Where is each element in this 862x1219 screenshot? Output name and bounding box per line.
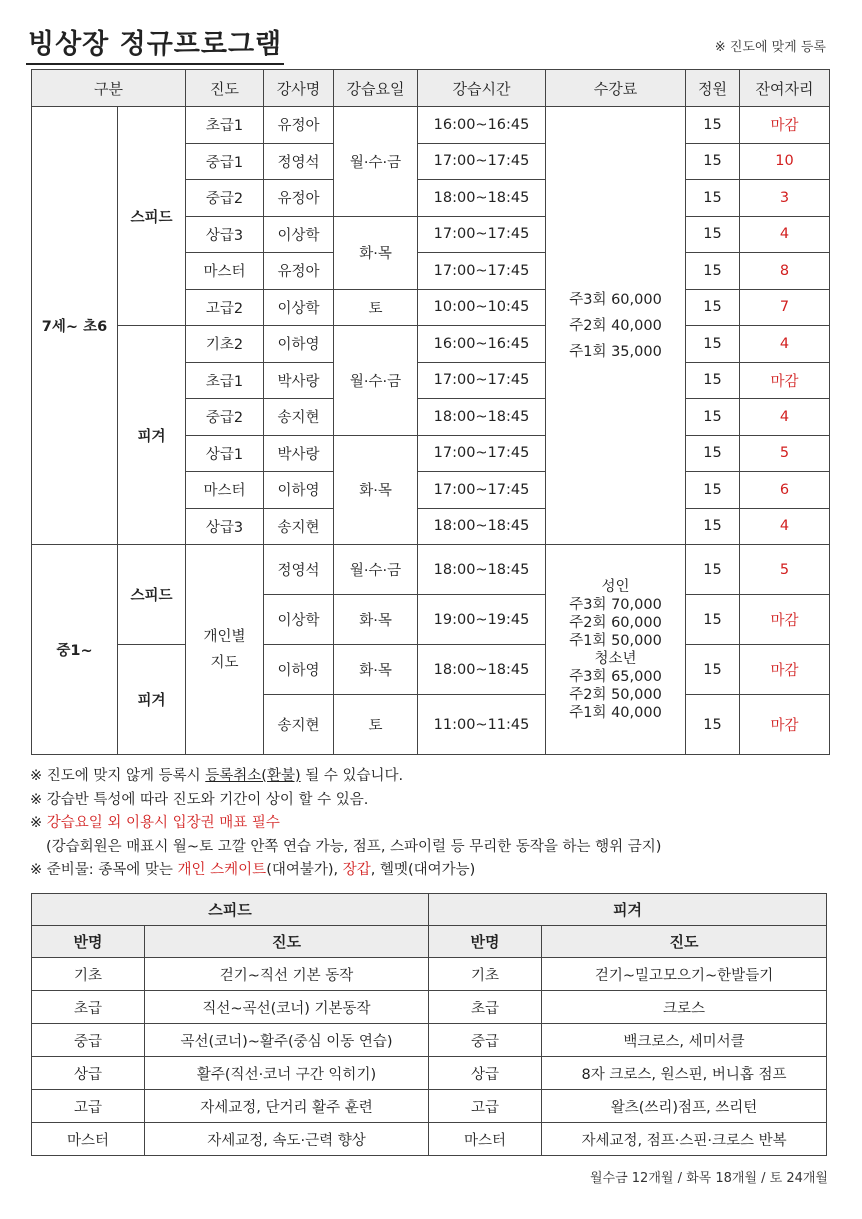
capacity: 15 bbox=[686, 472, 740, 509]
capacity: 15 bbox=[686, 253, 740, 290]
teacher: 이하영 bbox=[264, 645, 334, 695]
table-row bbox=[32, 645, 830, 695]
duration-footer: 월수금 12개월 / 화목 18개월 / 토 24개월 bbox=[589, 1171, 828, 1186]
teacher: 송지현 bbox=[264, 399, 334, 436]
header-category: 구분 bbox=[32, 70, 186, 107]
speed-progress: 직선~곡선(코너) 기본동작 bbox=[145, 991, 429, 1024]
capacity: 15 bbox=[686, 362, 740, 399]
kids-fee bbox=[546, 107, 686, 545]
fee-line: 성인 bbox=[601, 578, 630, 595]
figure-progress: 왈츠(쓰리)점프, 쓰리턴 bbox=[542, 1090, 827, 1123]
table-row bbox=[32, 958, 827, 991]
table-row bbox=[32, 1057, 827, 1090]
level: 고급2 bbox=[186, 289, 264, 326]
sport-speed: 스피드 bbox=[118, 545, 186, 645]
notes bbox=[30, 765, 840, 883]
note-text: ※ 준비물: 종목에 맞는 bbox=[30, 862, 178, 878]
fee-line: 주2회 50,000 bbox=[569, 686, 662, 703]
levels-class-header: 반명 bbox=[32, 926, 145, 958]
speed-progress: 걷기~직선 기본 동작 bbox=[145, 958, 429, 991]
time: 17:00~17:45 bbox=[418, 253, 546, 290]
remaining: 8 bbox=[740, 253, 830, 290]
class-name: 상급 bbox=[32, 1057, 145, 1090]
note-supplies bbox=[30, 859, 840, 883]
class-name: 중급 bbox=[32, 1024, 145, 1057]
day: 화·목 bbox=[334, 216, 418, 289]
note-red: 강습요일 외 이용시 입장권 매표 필수 bbox=[46, 815, 280, 831]
page-title: 빙상장 정규프로그램 bbox=[26, 22, 284, 65]
sport-figure: 피겨 bbox=[118, 645, 186, 755]
fee-line: 주3회 60,000 bbox=[569, 291, 662, 308]
register-note: ※ 진도에 맞게 등록 bbox=[714, 40, 826, 55]
levels-class-header: 반명 bbox=[429, 926, 542, 958]
fee-line: 주2회 60,000 bbox=[569, 614, 662, 631]
time: 10:00~10:45 bbox=[418, 289, 546, 326]
day: 토 bbox=[334, 289, 418, 326]
header-fee: 수강료 bbox=[546, 70, 686, 107]
note-red: 개인 스케이트 bbox=[177, 862, 267, 878]
header-day: 강습요일 bbox=[334, 70, 418, 107]
class-name: 기초 bbox=[32, 958, 145, 991]
teacher: 송지현 bbox=[264, 508, 334, 545]
teacher: 유정아 bbox=[264, 253, 334, 290]
day: 월·수·금 bbox=[334, 545, 418, 595]
remaining: 5 bbox=[740, 435, 830, 472]
private-line: 지도 bbox=[210, 654, 239, 671]
remaining: 3 bbox=[740, 180, 830, 217]
levels-level-header: 진도 bbox=[542, 926, 827, 958]
fee-line: 주1회 40,000 bbox=[569, 704, 662, 721]
note-text: ※ bbox=[30, 815, 47, 831]
teacher: 이상학 bbox=[264, 595, 334, 645]
teacher: 유정아 bbox=[264, 107, 334, 144]
note-underline: 등록취소(환불) bbox=[205, 768, 301, 784]
note-ticket bbox=[30, 812, 840, 836]
level: 상급1 bbox=[186, 435, 264, 472]
note-text: 될 수 있습니다. bbox=[300, 768, 404, 784]
capacity: 15 bbox=[686, 645, 740, 695]
figure-progress: 8자 크로스, 원스핀, 버니홉 점프 bbox=[542, 1057, 827, 1090]
day: 화·목 bbox=[334, 645, 418, 695]
note-red: 장갑 bbox=[342, 862, 371, 878]
level: 기초2 bbox=[186, 326, 264, 363]
class-name: 기초 bbox=[429, 958, 542, 991]
class-name: 고급 bbox=[32, 1090, 145, 1123]
remaining: 4 bbox=[740, 326, 830, 363]
figure-progress: 자세교정, 점프·스핀·크로스 반복 bbox=[542, 1123, 827, 1156]
remaining: 6 bbox=[740, 472, 830, 509]
remaining: 마감 bbox=[740, 695, 830, 755]
note-text: (대여불가), bbox=[266, 862, 343, 878]
note-period: ※ 강습반 특성에 따라 진도와 기간이 상이 할 수 있음. bbox=[30, 791, 369, 808]
levels-header-row bbox=[32, 926, 827, 958]
header-level: 진도 bbox=[186, 70, 264, 107]
level: 마스터 bbox=[186, 472, 264, 509]
class-name: 마스터 bbox=[32, 1123, 145, 1156]
fee-line: 주2회 40,000 bbox=[569, 317, 662, 334]
header-teacher: 강사명 bbox=[264, 70, 334, 107]
remaining: 마감 bbox=[740, 595, 830, 645]
time: 18:00~18:45 bbox=[418, 645, 546, 695]
day: 월·수·금 bbox=[334, 326, 418, 436]
time: 19:00~19:45 bbox=[418, 595, 546, 645]
speed-progress: 자세교정, 속도·근력 향상 bbox=[145, 1123, 429, 1156]
time: 18:00~18:45 bbox=[418, 508, 546, 545]
private-label bbox=[186, 545, 264, 755]
time: 18:00~18:45 bbox=[418, 545, 546, 595]
level: 마스터 bbox=[186, 253, 264, 290]
group-kids: 7세~ 초6 bbox=[32, 107, 118, 545]
remaining: 마감 bbox=[740, 645, 830, 695]
time: 11:00~11:45 bbox=[418, 695, 546, 755]
capacity: 15 bbox=[686, 180, 740, 217]
sport-speed: 스피드 bbox=[118, 107, 186, 326]
table-row bbox=[32, 1024, 827, 1057]
class-name: 초급 bbox=[32, 991, 145, 1024]
levels-sport-row bbox=[32, 894, 827, 926]
schedule-table bbox=[31, 69, 830, 755]
fee-line: 청소년 bbox=[594, 650, 637, 667]
level: 상급3 bbox=[186, 508, 264, 545]
capacity: 15 bbox=[686, 216, 740, 253]
time: 17:00~17:45 bbox=[418, 435, 546, 472]
speed-progress: 활주(직선·코너 구간 익히기) bbox=[145, 1057, 429, 1090]
level: 초급1 bbox=[186, 107, 264, 144]
table-row bbox=[32, 326, 830, 363]
note-text: ※ 진도에 맞지 않게 등록시 bbox=[30, 768, 206, 784]
fee-line: 주1회 35,000 bbox=[569, 343, 662, 360]
capacity: 15 bbox=[686, 435, 740, 472]
teen-fee bbox=[546, 545, 686, 755]
levels-level-header: 진도 bbox=[145, 926, 429, 958]
day: 토 bbox=[334, 695, 418, 755]
header-remaining: 잔여자리 bbox=[740, 70, 830, 107]
capacity: 15 bbox=[686, 545, 740, 595]
remaining: 4 bbox=[740, 399, 830, 436]
speed-progress: 곡선(코너)~활주(중심 이동 연습) bbox=[145, 1024, 429, 1057]
teacher: 유정아 bbox=[264, 180, 334, 217]
teacher: 이상학 bbox=[264, 289, 334, 326]
time: 16:00~16:45 bbox=[418, 326, 546, 363]
level: 상급3 bbox=[186, 216, 264, 253]
figure-progress: 걷기~밀고모으기~한발들기 bbox=[542, 958, 827, 991]
table-row bbox=[32, 545, 830, 595]
teacher: 박사랑 bbox=[264, 362, 334, 399]
capacity: 15 bbox=[686, 289, 740, 326]
note-refund bbox=[30, 765, 840, 789]
level: 중급2 bbox=[186, 180, 264, 217]
level: 초급1 bbox=[186, 362, 264, 399]
header-time: 강습시간 bbox=[418, 70, 546, 107]
private-line: 개인별 bbox=[203, 628, 246, 645]
group-teen: 중1~ bbox=[32, 545, 118, 755]
capacity: 15 bbox=[686, 143, 740, 180]
teacher: 이상학 bbox=[264, 216, 334, 253]
header-capacity: 정원 bbox=[686, 70, 740, 107]
day: 화·목 bbox=[334, 595, 418, 645]
time: 18:00~18:45 bbox=[418, 180, 546, 217]
remaining: 5 bbox=[740, 545, 830, 595]
schedule-header-row bbox=[32, 70, 830, 107]
capacity: 15 bbox=[686, 695, 740, 755]
time: 16:00~16:45 bbox=[418, 107, 546, 144]
speed-progress: 자세교정, 단거리 활주 훈련 bbox=[145, 1090, 429, 1123]
class-name: 고급 bbox=[429, 1090, 542, 1123]
class-name: 초급 bbox=[429, 991, 542, 1024]
time: 17:00~17:45 bbox=[418, 472, 546, 509]
note-text: , 헬멧(대여가능) bbox=[370, 862, 476, 878]
capacity: 15 bbox=[686, 399, 740, 436]
teacher: 송지현 bbox=[264, 695, 334, 755]
levels-speed-header: 스피드 bbox=[32, 894, 429, 926]
figure-progress: 크로스 bbox=[542, 991, 827, 1024]
class-name: 상급 bbox=[429, 1057, 542, 1090]
table-row bbox=[32, 1123, 827, 1156]
capacity: 15 bbox=[686, 508, 740, 545]
capacity: 15 bbox=[686, 595, 740, 645]
capacity: 15 bbox=[686, 326, 740, 363]
table-row bbox=[32, 991, 827, 1024]
teacher: 정영석 bbox=[264, 143, 334, 180]
time: 18:00~18:45 bbox=[418, 399, 546, 436]
class-name: 중급 bbox=[429, 1024, 542, 1057]
time: 17:00~17:45 bbox=[418, 362, 546, 399]
figure-progress: 백크로스, 세미서클 bbox=[542, 1024, 827, 1057]
day: 화·목 bbox=[334, 435, 418, 545]
remaining: 4 bbox=[740, 508, 830, 545]
levels-figure-header: 피겨 bbox=[429, 894, 827, 926]
remaining: 7 bbox=[740, 289, 830, 326]
remaining: 4 bbox=[740, 216, 830, 253]
note-practice: (강습회원은 매표시 월~토 고깔 안쪽 연습 가능, 점프, 스파이럴 등 무리한 동작을 하는 행위 금지) bbox=[46, 838, 662, 855]
time: 17:00~17:45 bbox=[418, 143, 546, 180]
teacher: 이하영 bbox=[264, 472, 334, 509]
sport-figure: 피겨 bbox=[118, 326, 186, 545]
remaining: 마감 bbox=[740, 362, 830, 399]
table-row bbox=[32, 107, 830, 144]
fee-line: 주1회 50,000 bbox=[569, 632, 662, 649]
table-row bbox=[32, 1090, 827, 1123]
teacher: 정영석 bbox=[264, 545, 334, 595]
remaining: 10 bbox=[740, 143, 830, 180]
fee-line: 주3회 70,000 bbox=[569, 596, 662, 613]
level: 중급1 bbox=[186, 143, 264, 180]
teacher: 이하영 bbox=[264, 326, 334, 363]
day: 월·수·금 bbox=[334, 107, 418, 217]
time: 17:00~17:45 bbox=[418, 216, 546, 253]
capacity: 15 bbox=[686, 107, 740, 144]
levels-table bbox=[31, 893, 827, 1156]
level: 중급2 bbox=[186, 399, 264, 436]
class-name: 마스터 bbox=[429, 1123, 542, 1156]
teacher: 박사랑 bbox=[264, 435, 334, 472]
remaining: 마감 bbox=[740, 107, 830, 144]
fee-line: 주3회 65,000 bbox=[569, 668, 662, 685]
